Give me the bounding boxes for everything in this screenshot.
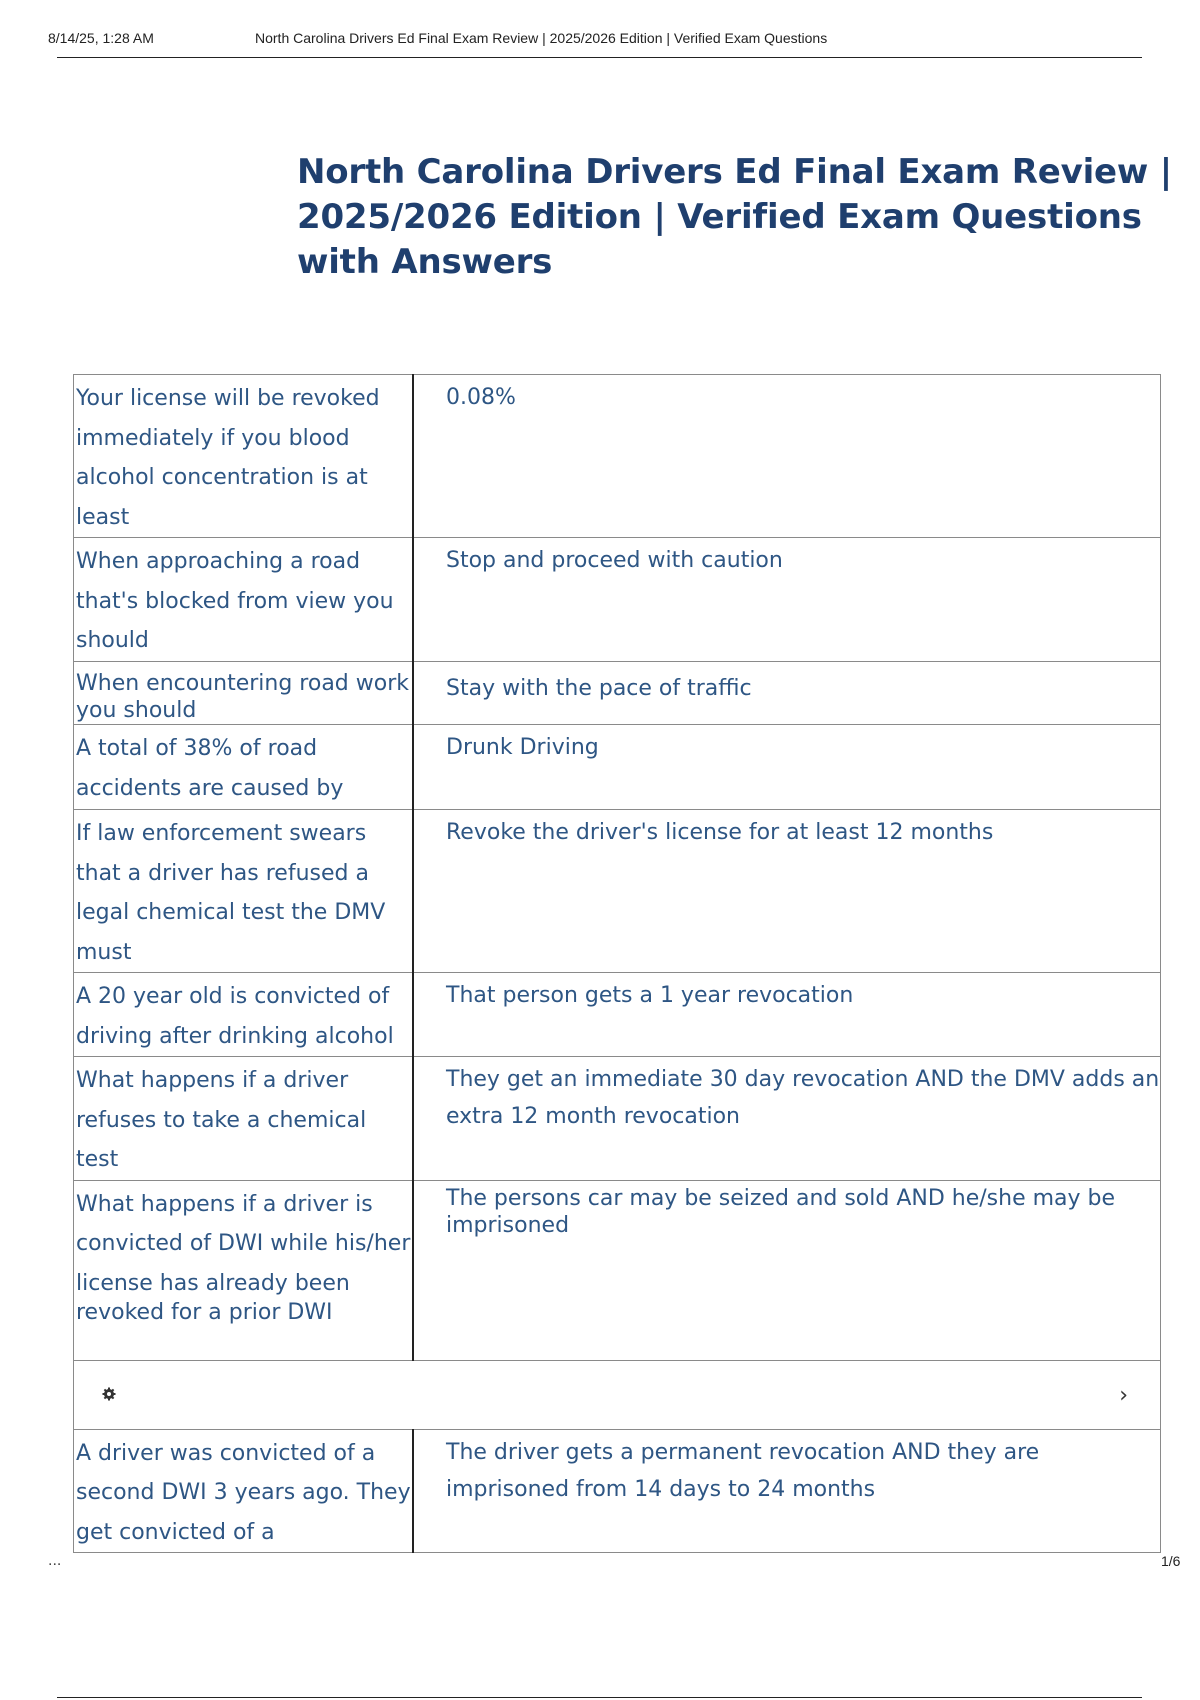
table-row <box>74 375 1161 538</box>
question-cell: A driver was convicted of a second DWI 3 years ago. They get convicted of a <box>74 1429 414 1553</box>
table-row <box>74 662 1161 725</box>
table-row <box>74 1057 1161 1181</box>
question-cell: Your license will be revoked immediately if you blood alcohol concentration is at least <box>74 375 414 538</box>
table-row <box>74 1429 1161 1553</box>
answer-cell: Drunk Driving <box>413 725 1161 810</box>
footer-divider <box>57 1697 1142 1698</box>
answer-cell: Revoke the driver's license for at least 12 months <box>413 810 1161 973</box>
question-cell: When approaching a road that's blocked from view you should <box>74 538 414 662</box>
answer-cell: The driver gets a permanent revocation AND they are imprisoned from 14 days to 24 months <box>413 1429 1161 1553</box>
table-row <box>74 1180 1161 1360</box>
question-cell: A 20 year old is convicted of driving after drinking alcohol <box>74 973 414 1057</box>
question-text-continued: revoked for a prior DWI <box>76 1300 333 1325</box>
gear-icon[interactable] <box>102 1387 116 1401</box>
qa-table <box>73 374 1161 1553</box>
table-row <box>74 810 1161 973</box>
table-row <box>74 973 1161 1057</box>
page-number: 1/6 <box>1161 1553 1181 1569</box>
answer-cell: The persons car may be seized and sold AND he/she may be imprisoned <box>413 1180 1161 1360</box>
answer-cell: That person gets a 1 year revocation <box>413 973 1161 1057</box>
more-indicator: ... <box>48 1552 62 1569</box>
answer-cell: 0.08% <box>413 375 1161 538</box>
answer-cell: Stay with the pace of traffic <box>413 662 1161 725</box>
question-cell: A total of 38% of road accidents are caused by <box>74 725 414 810</box>
header-divider <box>57 57 1142 58</box>
question-cell <box>74 1180 414 1360</box>
answer-cell: Stop and proceed with caution <box>413 538 1161 662</box>
question-cell: If law enforcement swears that a driver has refused a legal chemical test the DMV must <box>74 810 414 973</box>
print-date: 8/14/25, 1:28 AM <box>48 30 154 46</box>
question-cell: What happens if a driver refuses to take a chemical test <box>74 1057 414 1181</box>
question-cell: When encountering road work you should <box>74 662 414 725</box>
print-title: North Carolina Drivers Ed Final Exam Review | 2025/2026 Edition | Verified Exam Questions <box>255 30 828 46</box>
document-title: North Carolina Drivers Ed Final Exam Review | 2025/2026 Edition | Verified Exam Questions with Answers <box>297 152 1172 282</box>
table-row <box>74 725 1161 810</box>
table-row <box>74 538 1161 662</box>
viewer-nav-row <box>74 1360 1161 1429</box>
question-text: What happens if a driver is convicted of DWI while his/her license has already been <box>76 1191 411 1296</box>
viewer-nav-bar <box>74 1360 1161 1429</box>
answer-cell: They get an immediate 30 day revocation AND the DMV adds an extra 12 month revocation <box>413 1057 1161 1181</box>
chevron-right-icon[interactable]: › <box>1119 1382 1128 1408</box>
